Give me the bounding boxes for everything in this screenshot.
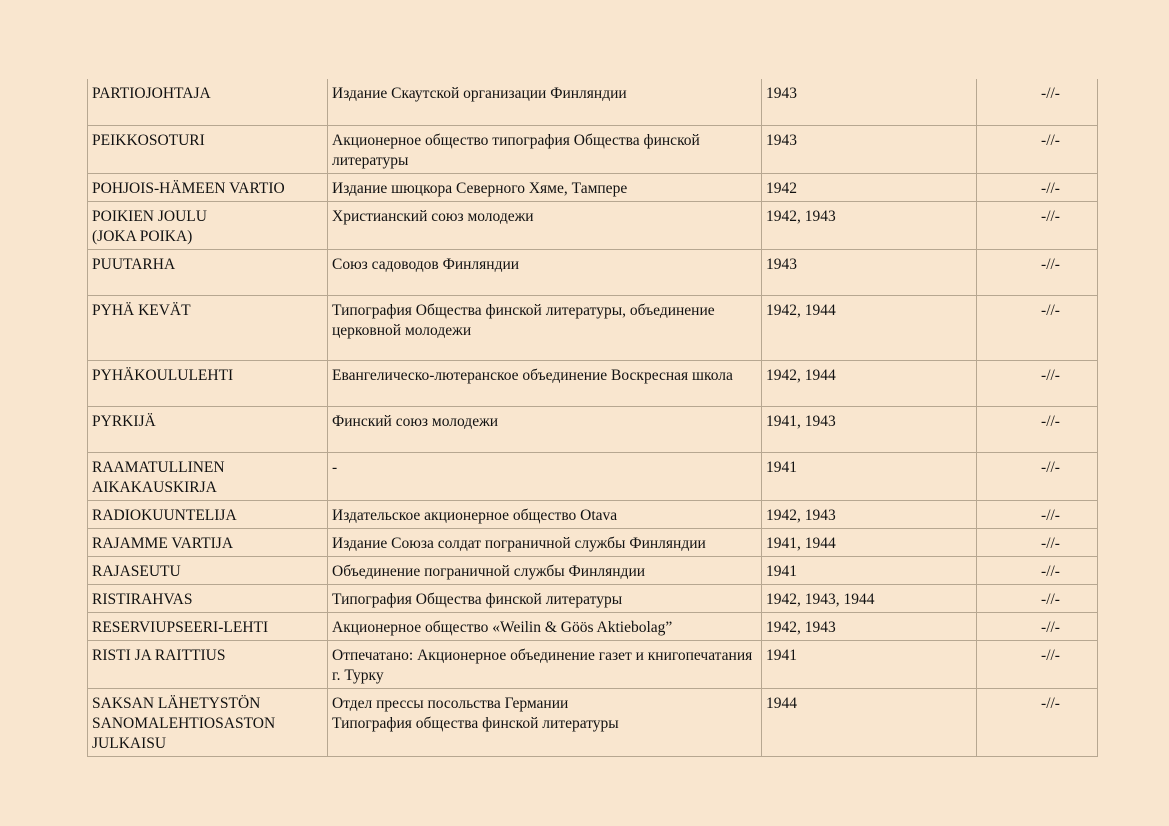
table-row [88,612,1098,640]
table-row [88,688,1098,756]
years-cell: 1943 [762,79,977,125]
title-cell: PYRKIJÄ [88,406,328,452]
document-page [87,79,1097,757]
title-cell: SAKSAN LÄHETYSTÖN SANOMALEHTIOSASTON JULKAISU [88,688,328,756]
title-cell: RISTIRAHVAS [88,584,328,612]
note-cell: -//- [977,688,1098,756]
note-cell: -//- [977,360,1098,406]
periodicals-table [87,79,1098,757]
title-cell: RAJAMME VARTIJA [88,528,328,556]
publisher-cell: Финский союз молодежи [328,406,762,452]
note-cell: -//- [977,406,1098,452]
note-cell: -//- [977,201,1098,249]
years-cell: 1943 [762,249,977,295]
title-cell: POHJOIS-HÄMEEN VARTIO [88,173,328,201]
years-cell: 1941 [762,640,977,688]
publisher-cell: Акционерное общество типография Общества финской литературы [328,125,762,173]
years-cell: 1941, 1943 [762,406,977,452]
publisher-cell: Христианский союз молодежи [328,201,762,249]
table-row [88,249,1098,295]
title-cell: RADIOKUUNTELIJA [88,500,328,528]
title-cell: RESERVIUPSEERI-LEHTI [88,612,328,640]
publisher-cell: Отдел прессы посольства Германии Типография общества финской литературы [328,688,762,756]
years-cell: 1943 [762,125,977,173]
table-row [88,500,1098,528]
note-cell: -//- [977,173,1098,201]
table-row [88,173,1098,201]
years-cell: 1942, 1943 [762,500,977,528]
publisher-cell: Типография Общества финской литературы [328,584,762,612]
years-cell: 1941, 1944 [762,528,977,556]
publisher-cell: Типография Общества финской литературы, объединение церковной молодежи [328,295,762,360]
years-cell: 1942, 1943, 1944 [762,584,977,612]
note-cell: -//- [977,500,1098,528]
note-cell: -//- [977,584,1098,612]
note-cell: -//- [977,249,1098,295]
title-cell: POIKIEN JOULU (JOKA POIKA) [88,201,328,249]
note-cell: -//- [977,125,1098,173]
years-cell: 1941 [762,452,977,500]
years-cell: 1944 [762,688,977,756]
years-cell: 1941 [762,556,977,584]
years-cell: 1942, 1944 [762,360,977,406]
table-row [88,452,1098,500]
table-row [88,640,1098,688]
table-row [88,528,1098,556]
note-cell: -//- [977,452,1098,500]
title-cell: RAJASEUTU [88,556,328,584]
title-cell: PYHÄ KEVÄT [88,295,328,360]
table-row [88,556,1098,584]
table-row [88,406,1098,452]
table-row [88,79,1098,125]
title-cell: RISTI JA RAITTIUS [88,640,328,688]
note-cell: -//- [977,528,1098,556]
publisher-cell: Издательское акционерное общество Otava [328,500,762,528]
table-row [88,360,1098,406]
note-cell: -//- [977,79,1098,125]
title-cell: RAAMATULLINEN AIKAKAUSKIRJA [88,452,328,500]
publisher-cell: Евангелическо-лютеранское объединение Воскресная школа [328,360,762,406]
table-row [88,125,1098,173]
publisher-cell: Отпечатано: Акционерное объединение газет и книгопечатания г. Турку [328,640,762,688]
publisher-cell: Издание Союза солдат пограничной службы Финляндии [328,528,762,556]
title-cell: PYHÄKOULULEHTI [88,360,328,406]
note-cell: -//- [977,556,1098,584]
years-cell: 1942, 1943 [762,612,977,640]
publisher-cell: Акционерное общество «Weilin & Göös Aktiebolag” [328,612,762,640]
note-cell: -//- [977,295,1098,360]
table-row [88,295,1098,360]
table-row [88,201,1098,249]
publisher-cell: Союз садоводов Финляндии [328,249,762,295]
years-cell: 1942, 1944 [762,295,977,360]
years-cell: 1942 [762,173,977,201]
publisher-cell: - [328,452,762,500]
title-cell: PUUTARHA [88,249,328,295]
publisher-cell: Издание шюцкора Северного Хяме, Тампере [328,173,762,201]
years-cell: 1942, 1943 [762,201,977,249]
table-row [88,584,1098,612]
publisher-cell: Издание Скаутской организации Финляндии [328,79,762,125]
publisher-cell: Объединение пограничной службы Финляндии [328,556,762,584]
title-cell: PARTIOJOHTAJA [88,79,328,125]
title-cell: PEIKKOSOTURI [88,125,328,173]
note-cell: -//- [977,640,1098,688]
note-cell: -//- [977,612,1098,640]
